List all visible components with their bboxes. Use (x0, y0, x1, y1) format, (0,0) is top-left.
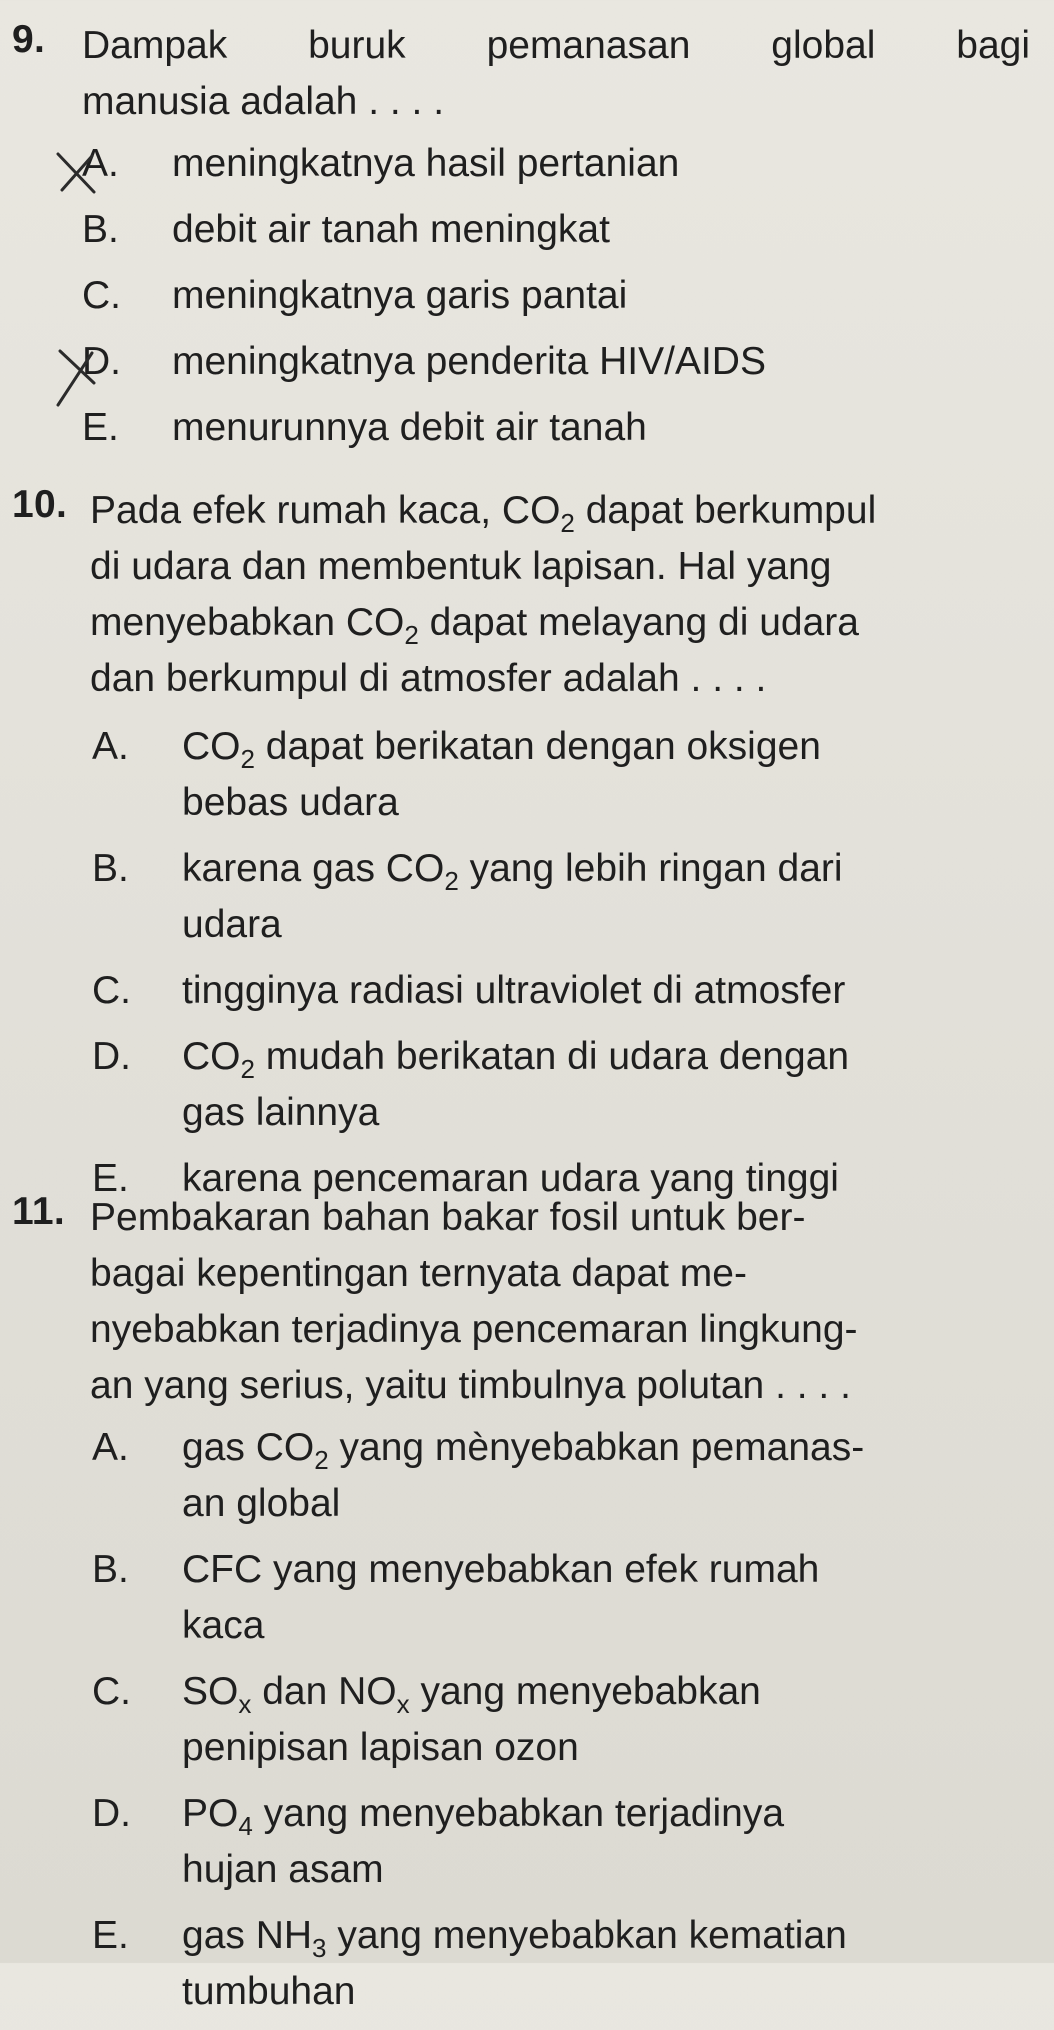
question-line: di udara dan membentuk lapisan. Hal yang (90, 545, 832, 588)
option-text: udara (182, 903, 282, 946)
option-letter: A. (82, 142, 119, 185)
option-text: karena gas $CO_2$ yang lebih ringan dari (182, 847, 843, 896)
question-number: 9. (12, 18, 46, 61)
option-text: karena pencemaran udara yang tinggi (182, 1157, 839, 1200)
question-11 (12, 1190, 1042, 2030)
answer-options (12, 136, 1042, 456)
option-letter: E. (92, 1914, 129, 1957)
option-a[interactable] (92, 1420, 1042, 1532)
question-line: dan berkumpul di atmosfer adalah . . . . (90, 657, 767, 700)
option-e[interactable] (92, 1908, 1042, 2020)
question-line: an yang serius, yaitu timbulnya polutan . . . . (90, 1364, 851, 1407)
option-c[interactable] (82, 268, 1042, 324)
option-letter: B. (82, 208, 119, 251)
question-text (90, 483, 1042, 707)
option-letter: C. (92, 1670, 131, 1713)
question-line: Dampak buruk pemanasan global bagi (82, 24, 1030, 67)
question-number: 10. (12, 483, 68, 526)
option-letter: D. (92, 1035, 131, 1078)
option-a[interactable] (92, 719, 1042, 831)
option-text: gas lainnya (182, 1091, 380, 1134)
handwritten-cross-mark-d (50, 345, 102, 409)
option-text: $CO_2$ dapat berikatan dengan oksigen (182, 725, 821, 774)
option-text: penipisan lapisan ozon (182, 1726, 579, 1769)
option-text: kaca (182, 1604, 265, 1647)
option-d[interactable] (92, 1786, 1042, 1898)
question-9 (12, 18, 1042, 466)
option-text: $CO_2$ mudah berikatan di udara dengan (182, 1035, 850, 1084)
option-text: tingginya radiasi ultraviolet di atmosfer (182, 969, 846, 1012)
option-text: hujan asam (182, 1848, 384, 1891)
question-line: menyebabkan $CO_2$ dapat melayang di udara (90, 601, 859, 650)
option-c[interactable] (92, 1664, 1042, 1776)
question-line: Pembakaran bahan bakar fosil untuk ber- (90, 1196, 806, 1239)
option-text: an global (182, 1482, 341, 1525)
question-line: nyebabkan terjadinya pencemaran lingkung- (90, 1308, 858, 1351)
option-letter: C. (92, 969, 131, 1012)
option-letter: A. (92, 725, 129, 768)
option-text: gas $NH_3$ yang menyebabkan kematian (182, 1914, 847, 1963)
option-letter: E. (82, 406, 119, 449)
option-letter: A. (92, 1426, 129, 1469)
option-text: CFC yang menyebabkan efek rumah (182, 1548, 820, 1591)
option-letter: C. (82, 274, 121, 317)
option-d[interactable] (82, 334, 1042, 390)
question-line: bagai kepentingan ternyata dapat me- (90, 1252, 747, 1295)
answer-options (12, 1420, 1042, 2020)
question-line: Pada efek rumah kaca, $CO_2$ dapat berkumpul (90, 489, 877, 538)
option-letter: E. (92, 1157, 129, 1200)
question-line: manusia adalah . . . . (82, 80, 445, 123)
answer-options (12, 719, 1042, 1207)
option-text: menurunnya debit air tanah (172, 406, 647, 449)
option-d[interactable] (92, 1029, 1042, 1141)
option-e[interactable] (82, 400, 1042, 456)
option-text: meningkatnya hasil pertanian (172, 142, 680, 185)
option-text: tumbuhan (182, 1970, 356, 2013)
option-text: bebas udara (182, 781, 399, 824)
option-text: debit air tanah meningkat (172, 208, 610, 251)
option-c[interactable] (92, 963, 1042, 1019)
handwritten-cross-mark-a (52, 150, 102, 196)
option-a[interactable] (82, 136, 1042, 192)
option-b[interactable] (92, 1542, 1042, 1654)
option-letter: D. (82, 340, 121, 383)
option-letter: D. (92, 1792, 131, 1835)
option-text: $SO_x$ dan $NO_x$ yang menyebabkan (182, 1670, 761, 1719)
question-text (82, 18, 1042, 130)
option-b[interactable] (82, 202, 1042, 258)
option-letter: B. (92, 847, 129, 890)
option-text: gas $CO_2$ yang mènyebabkan pemanas- (182, 1426, 865, 1475)
option-letter: B. (92, 1548, 129, 1591)
question-10 (12, 483, 1042, 1217)
question-text (90, 1190, 1042, 1414)
option-b[interactable] (92, 841, 1042, 953)
option-text: $PO_4$ yang menyebabkan terjadinya (182, 1792, 785, 1841)
question-number: 11. (12, 1190, 65, 1233)
option-text: meningkatnya penderita HIV/AIDS (172, 340, 766, 383)
option-text: meningkatnya garis pantai (172, 274, 628, 317)
